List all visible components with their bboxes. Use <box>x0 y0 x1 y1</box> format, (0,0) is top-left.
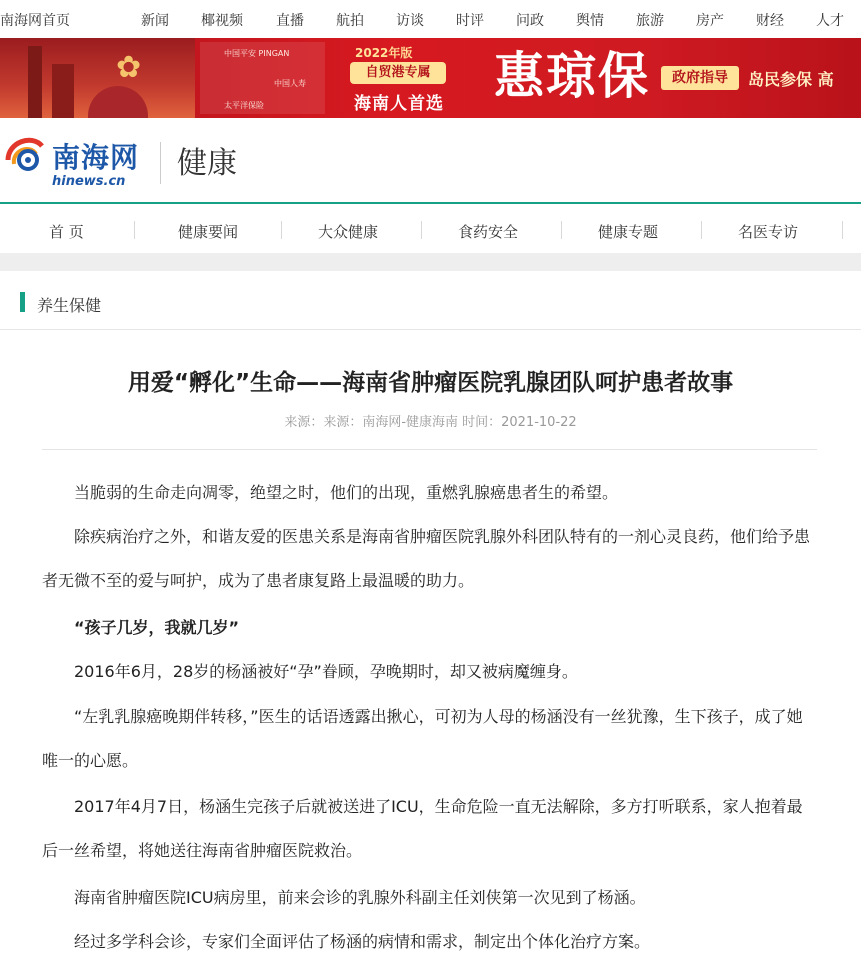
article-paragraph: 2017年4月7日，杨涵生完孩子后就被送进了ICU，生命危险一直无法解除，多方打听联系，家人抱着最后一丝希望，将她送往海南省肿瘤医院救治。 <box>42 797 803 860</box>
home-link[interactable]: 南海网首页 <box>0 13 70 29</box>
nav-link-video[interactable]: 椰视频 <box>201 13 243 29</box>
nav-link-news[interactable]: 新闻 <box>141 13 169 29</box>
channel-public-health[interactable]: 大众健康 <box>318 223 379 241</box>
article-divider <box>42 449 817 450</box>
nav-link-realestate[interactable]: 房产 <box>696 13 724 29</box>
article-meta: 来源：来源：南海网-健康海南 时间：2021-10-22 <box>284 415 577 430</box>
banner-gov-tag: 政府指导 <box>661 66 739 90</box>
article-paragraph: 2016年6月，28岁的杨涵被好“孕”眷顾，孕晚期时，却又被病魔缠身。 <box>74 662 578 681</box>
nav-link-interview[interactable]: 访谈 <box>396 13 424 29</box>
insurer-logo-cpic: 太平洋保险 <box>224 101 264 110</box>
nav-link-inquiry[interactable]: 问政 <box>516 13 544 29</box>
nav-link-live[interactable]: 直播 <box>276 13 304 29</box>
banner-slogan: 海南人首选 <box>354 94 444 114</box>
building-shape <box>52 64 74 118</box>
banner-city-illustration <box>0 38 195 118</box>
site-header <box>0 118 861 202</box>
article-paragraph: 海南省肿瘤医院ICU病房里，前来会诊的乳腺外科副主任刘侠第一次见到了杨涵。 <box>74 888 646 907</box>
channel-separator <box>134 221 135 239</box>
channel-home[interactable]: 首 页 <box>49 223 84 241</box>
banner-year: 2022年版 <box>355 46 413 60</box>
insurer-logo-chinalife: 中国人寿 <box>274 79 306 88</box>
channel-nav <box>0 202 861 255</box>
tower-shape <box>28 46 42 118</box>
channel-separator <box>561 221 562 239</box>
channel-separator <box>842 221 843 239</box>
nav-link-aerial[interactable]: 航拍 <box>336 13 364 29</box>
channel-separator <box>281 221 282 239</box>
channel-separator <box>421 221 422 239</box>
section-title: 健康 <box>177 146 237 181</box>
header-divider <box>160 142 161 184</box>
channel-health-topics[interactable]: 健康专题 <box>598 223 659 241</box>
article-paragraph: 除疾病治疗之外，和谐友爱的医患关系是海南省肿瘤医院乳腺外科团队特有的一剂心灵良药，他们给予患者无微不至的爱与呵护，成为了患者康复路上最温暖的助力。 <box>42 527 811 590</box>
article-paragraph: 当脆弱的生命走向凋零，绝望之时，他们的出现，重燃乳腺癌患者生的希望。 <box>74 483 619 502</box>
nav-link-commentary[interactable]: 时评 <box>456 13 484 29</box>
article-subheading: “孩子几岁，我就几岁” <box>74 618 240 637</box>
logo-text-cn[interactable]: 南海网 <box>52 141 140 174</box>
article-title: 用爱“孵化”生命——海南省肿瘤医院乳腺团队呵护患者故事 <box>127 370 734 396</box>
article-paragraph: 经过多学科会诊，专家们全面评估了杨涵的病情和需求，制定出个体化治疗方案。 <box>74 932 651 951</box>
column-header <box>0 271 861 330</box>
banner-brand: 惠琼保 <box>494 46 650 105</box>
channel-doctor-interviews[interactable]: 名医专访 <box>738 223 799 241</box>
insurer-logo-pingan: 中国平安 PINGAN <box>224 49 290 58</box>
banner-gov-text: 岛民参保 高 <box>748 70 834 89</box>
nav-link-talent[interactable]: 人才 <box>816 13 844 29</box>
insurer-logos <box>200 42 325 114</box>
channel-separator <box>701 221 702 239</box>
nav-link-travel[interactable]: 旅游 <box>636 13 664 29</box>
dome-shape <box>88 86 148 118</box>
banner-badge: 自贸港专属 <box>350 62 446 84</box>
nav-link-finance[interactable]: 财经 <box>756 13 784 29</box>
hinews-logo-icon[interactable] <box>2 130 48 176</box>
channel-health-news[interactable]: 健康要闻 <box>178 223 239 241</box>
column-label[interactable]: 养生保健 <box>37 296 102 315</box>
logo-text-en[interactable]: hinews.cn <box>52 174 126 189</box>
top-nav <box>0 0 861 38</box>
article-paragraph: “左乳乳腺癌晚期伴转移，”医生的话语透露出揪心，可初为人母的杨涵没有一丝犹豫，生下孩子，成了她唯一的心愿。 <box>42 707 803 770</box>
gray-spacer <box>0 253 861 271</box>
palm-tree-icon: ✿ <box>116 50 142 85</box>
column-accent-bar <box>20 292 25 312</box>
channel-food-drug-safety[interactable]: 食药安全 <box>458 223 519 241</box>
ad-banner[interactable] <box>0 38 861 118</box>
nav-link-opinion[interactable]: 舆情 <box>576 13 604 29</box>
